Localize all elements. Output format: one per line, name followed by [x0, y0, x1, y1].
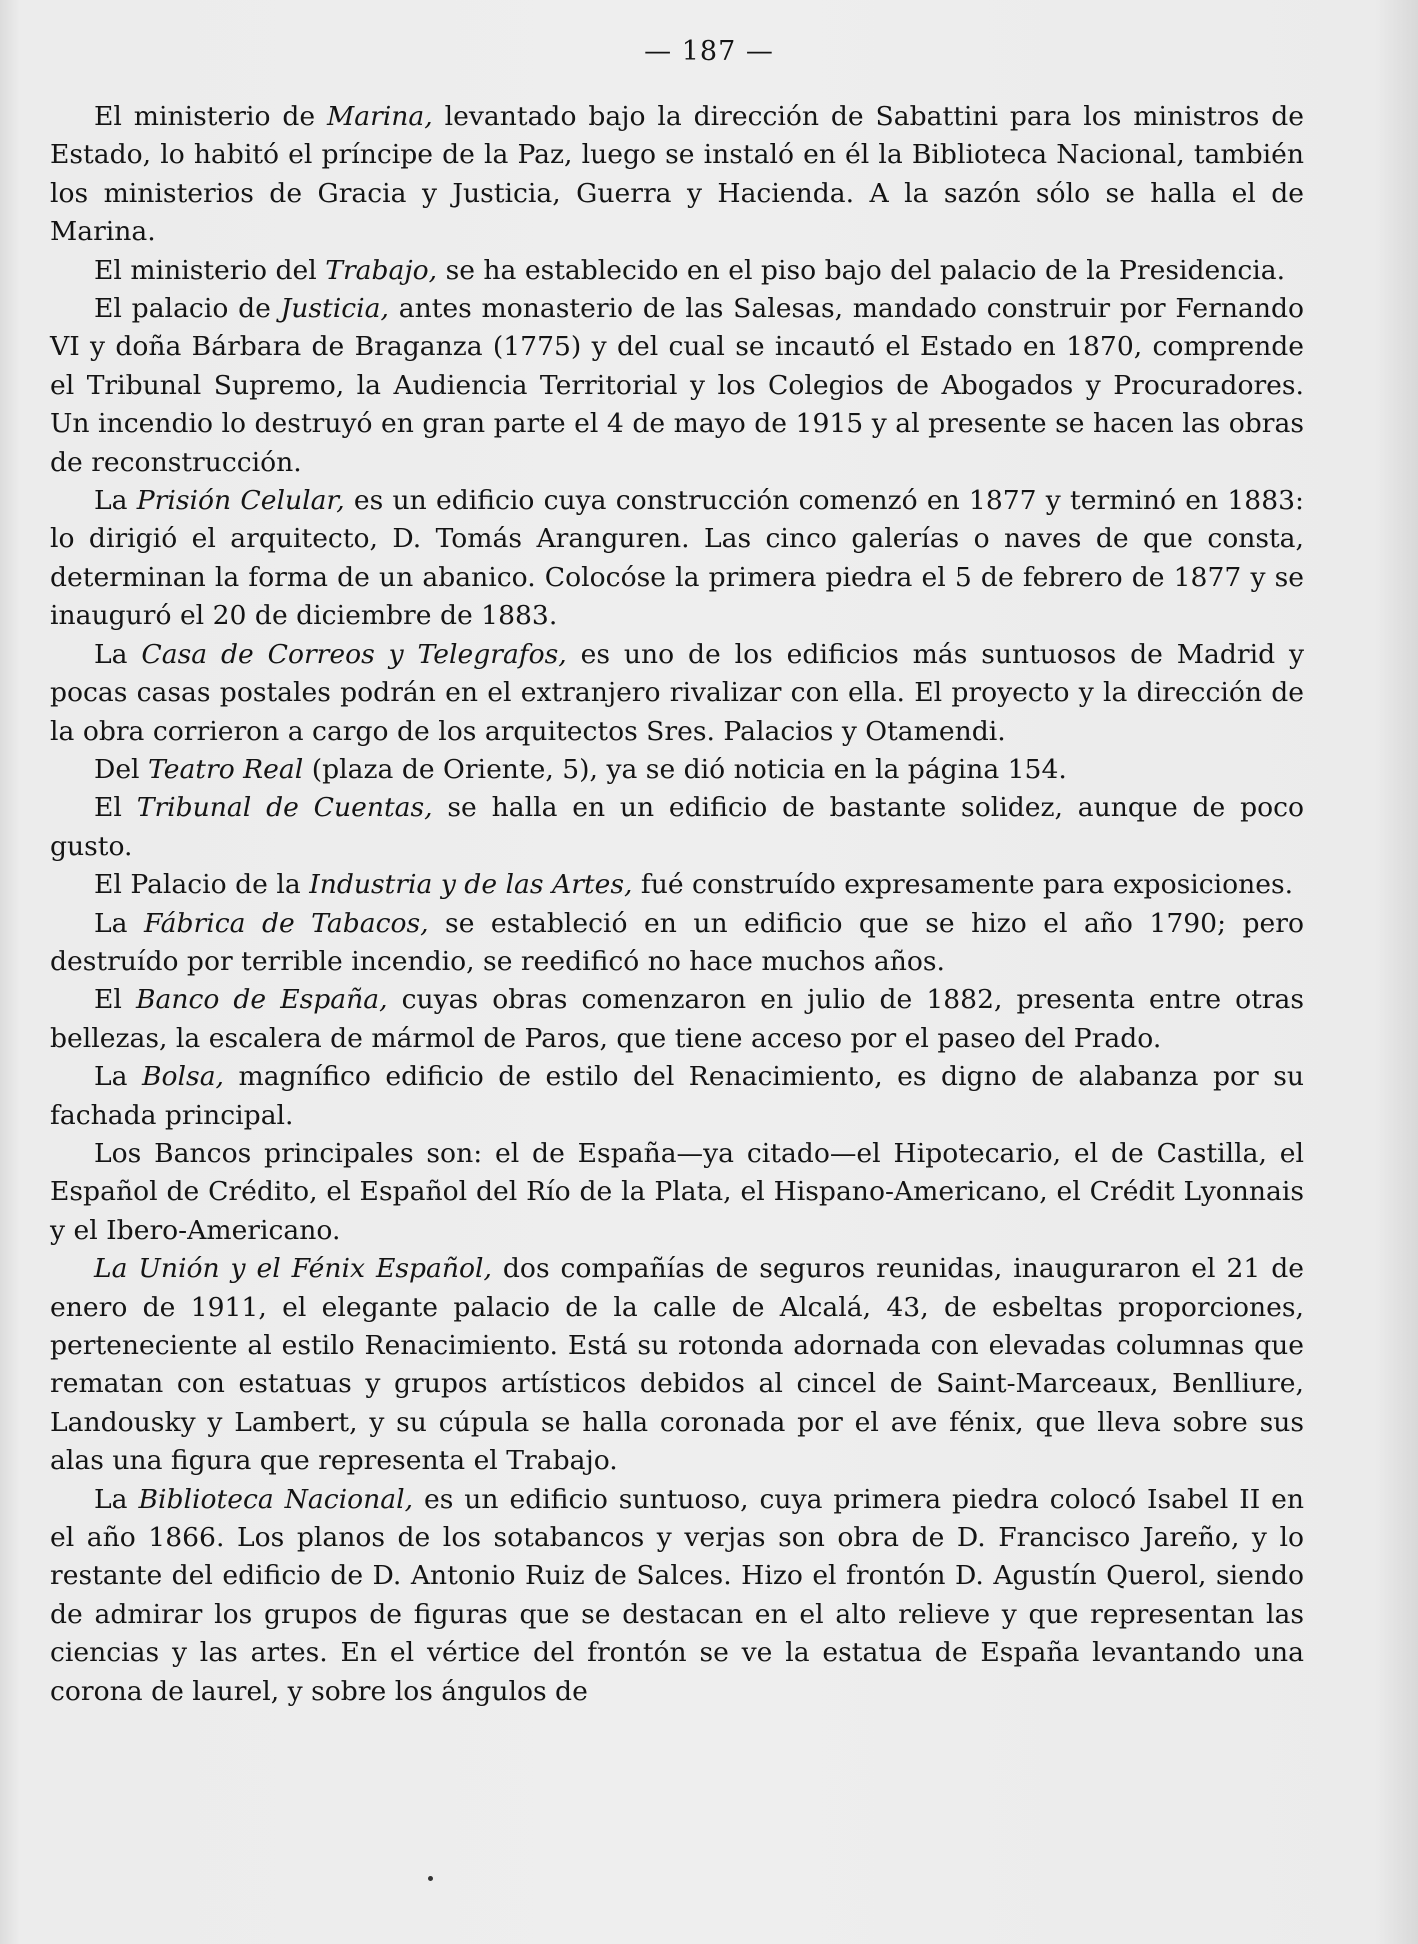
- paragraph-correos: La Casa de Correos y Telegrafos, es uno de los edificios más suntuosos de Madrid y pocas casas postales podrán en el extranjero rivalizar con ella. El proyecto y la dirección de la obra corrieron a cargo de los arquitectos Sres. Palacios y Otamendi.: [50, 638, 1304, 747]
- paragraph-bolsa: La Bolsa, magnífico edificio de estilo del Renacimiento, es digno de alabanza por su fachada principal.: [50, 1061, 1304, 1131]
- building-title: Trabajo,: [325, 254, 438, 286]
- building-title: Tribunal de Cuentas,: [136, 792, 433, 824]
- paragraph-trabajo: El ministerio del Trabajo, se ha establecido en el piso bajo del palacio de la Presidencia.: [94, 254, 1286, 286]
- building-title: Industria y de las Artes,: [309, 869, 633, 901]
- paragraph-fabrica-tabacos: La Fábrica de Tabacos, se estableció en un edificio que se hizo el año 1790; pero destruído por terrible incendio, se reedificó no hace muchos años.: [50, 907, 1305, 977]
- page-number: — 187 —: [644, 36, 774, 67]
- paragraph-banco-espana: El Banco de España, cuyas obras comenzaron en julio de 1882, presenta entre otras bellezas, la escalera de mármol de Paros, que tiene acceso por el paseo del Prado.: [50, 984, 1304, 1054]
- paragraph-biblioteca-nacional: La Biblioteca Nacional, es un edificio suntuoso, cuya primera piedra colocó Isabel II en el año 1866. Los planos de los sotabancos y verjas son obra de D. Francisco Jareño, y lo restante del edificio de D. Antonio Ruiz de Salces. Hizo el frontón D. Agustín Querol, siendo de admirar los grupos de figuras que se destacan en el alto relieve y que representan las ciencias y las artes. En el vértice del frontón se ve la estatua de España levantando una corona de laurel, y sobre los ángulos de: [50, 1483, 1304, 1707]
- paragraph-bancos: Los Bancos principales son: el de España—ya citado—el Hipotecario, el de Castilla, el Español de Crédito, el Español del Río de la Plata, el Hispano-Americano, el Crédit Lyonnais y el Ibero-Americano.: [50, 1137, 1304, 1246]
- paragraph-industria-artes: El Palacio de la Industria y de las Artes, fué construído expresamente para exposiciones.: [94, 869, 1294, 901]
- paragraph-justicia: El palacio de Justicia, antes monasterio de las Salesas, mandado construir por Fernando VI y doña Bárbara de Braganza (1775) y del cual se incautó el Estado en 1870, comprende el Tribunal Supremo, la Audiencia Territorial y los Colegios de Abogados y Procuradores. Un incendio lo destruyó en gran parte el 4 de mayo de 1915 y al presente se hacen las obras de reconstrucción.: [50, 293, 1304, 478]
- building-title: La Unión y el Fénix Español,: [94, 1253, 492, 1285]
- print-speck: [428, 1876, 433, 1881]
- paragraph-prision-celular: La Prisión Celular, es un edificio cuya construcción comenzó en 1877 y terminó en 1883: lo dirigió el arquitecto, D. Tomás Aranguren. Las cinco galerías o naves de que consta, determinan la forma de un abanico. Colocóse la primera piedra el 5 de febrero de 1877 y se inauguró el 20 de diciembre de 1883.: [50, 485, 1304, 632]
- body-text: [50, 98, 1304, 1711]
- building-title: Justicia,: [280, 293, 389, 325]
- paragraph-teatro-real: Del Teatro Real (plaza de Oriente, 5), ya se dió noticia en la página 154.: [94, 753, 1067, 785]
- building-title: Banco de España,: [135, 984, 388, 1016]
- paragraph-tribunal-cuentas: El Tribunal de Cuentas, se halla en un edificio de bastante solidez, aunque de poco gusto.: [50, 792, 1305, 862]
- building-title: Biblioteca Nacional,: [138, 1483, 414, 1515]
- building-title: Bolsa,: [142, 1061, 225, 1093]
- building-title: Teatro Real: [148, 753, 304, 785]
- building-title: Casa de Correos y Telegrafos,: [141, 638, 567, 670]
- paragraph-marina: El ministerio de Marina, levantado bajo la dirección de Sabattini para los ministros de Estado, lo habitó el príncipe de la Paz, luego se instaló en él la Biblioteca Nacional, también los ministerios de Gracia y Justicia, Guerra y Hacienda. A la sazón sólo se halla el de Marina.: [50, 101, 1304, 248]
- building-title: Prisión Celular,: [136, 485, 345, 517]
- building-title: Marina,: [327, 101, 433, 132]
- paragraph-union-fenix: La Unión y el Fénix Español, dos compañías de seguros reunidas, inauguraron el 21 de enero de 1911, el elegante palacio de la calle de Alcalá, 43, de esbeltas proporciones, perteneciente al estilo Renacimiento. Está su rotonda adornada con elevadas columnas que rematan con estatuas y grupos artísticos debidos al cincel de Saint-Marceaux, Benlliure, Landousky y Lambert, y su cúpula se halla coronada por el ave fénix, que lleva sobre sus alas una figura que representa el Trabajo.: [50, 1253, 1304, 1477]
- building-title: Fábrica de Tabacos,: [143, 907, 429, 939]
